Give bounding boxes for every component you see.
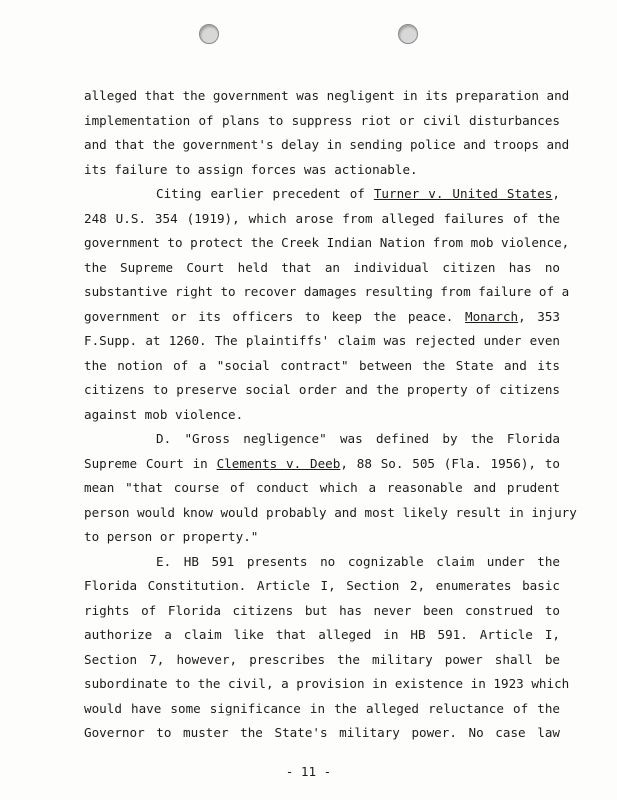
text-fragment: , (552, 186, 560, 201)
paragraph-3 (84, 427, 577, 550)
text-fragment: Supreme Court in (84, 455, 217, 471)
punch-hole-right (398, 24, 418, 44)
text-line: person would know would probably and most likely result in injury (84, 504, 577, 520)
text-line: 248 U.S. 354 (1919), which arose from alleged failures of the (84, 210, 560, 226)
page-number: - 11 - (285, 764, 332, 779)
text-line: F.Supp. at 1260. The plaintiffs' claim was rejected under even (84, 333, 560, 348)
text-line: government to protect the Creek Indian Nation from mob violence, (84, 235, 570, 250)
text-line: alleged that the government was negligent in its preparation and (84, 88, 570, 103)
text-line: subordinate to the civil, a provision in existence in 1923 which (84, 676, 570, 691)
case-citation: Turner v. United States (373, 186, 553, 201)
text-line: would have some significance in the alleged reluctance of the (84, 700, 560, 716)
text-line: and that the government's delay in sending police and troops and (84, 137, 570, 152)
text-line: the Supreme Court held that an individual citizen has no (84, 259, 560, 275)
text-line: the notion of a "social contract" between the State and its (84, 357, 560, 373)
text-line: against mob violence. (84, 406, 244, 422)
paragraph-2 (84, 182, 570, 427)
text-line: D. "Gross negligence" was defined by the Florida (156, 431, 560, 446)
text-line (84, 452, 560, 477)
text-line: substantive right to recover damages resulting from failure of a (84, 284, 570, 299)
paragraph-4 (84, 550, 570, 746)
case-citation: Monarch (464, 308, 519, 324)
text-line (84, 182, 560, 207)
text-line: authorize a claim like that alleged in HB 591. Article I, (84, 627, 560, 642)
text-line: implementation of plans to suppress riot or civil disturbances (84, 112, 560, 128)
text-line: Florida Constitution. Article I, Section 2, enumerates basic (84, 578, 560, 593)
text-fragment: , 353 (518, 308, 560, 324)
text-line: Section 7, however, prescribes the military power shall be (84, 651, 560, 667)
paragraph-1 (84, 84, 570, 182)
text-line: citizens to preserve social order and the property of citizens (84, 382, 560, 397)
text-fragment: , 88 So. 505 (Fla. 1956), to (340, 455, 560, 471)
document-body (84, 84, 577, 746)
text-line: to person or property." (84, 529, 259, 544)
text-fragment: Citing earlier precedent of (156, 186, 374, 201)
text-line: its failure to assign forces was actionable. (84, 161, 418, 177)
case-citation: Clements v. Deeb (216, 455, 341, 471)
text-line: rights of Florida citizens but has never been construed to (84, 602, 560, 618)
text-fragment: government or its officers to keep the peace. (84, 308, 465, 324)
text-line: Governor to muster the State's military power. No case law (84, 725, 560, 740)
text-line: E. HB 591 presents no cognizable claim under the (156, 553, 560, 569)
punch-hole-left (199, 24, 219, 44)
text-line (84, 305, 560, 330)
text-line: mean "that course of conduct which a reasonable and prudent (84, 480, 560, 495)
